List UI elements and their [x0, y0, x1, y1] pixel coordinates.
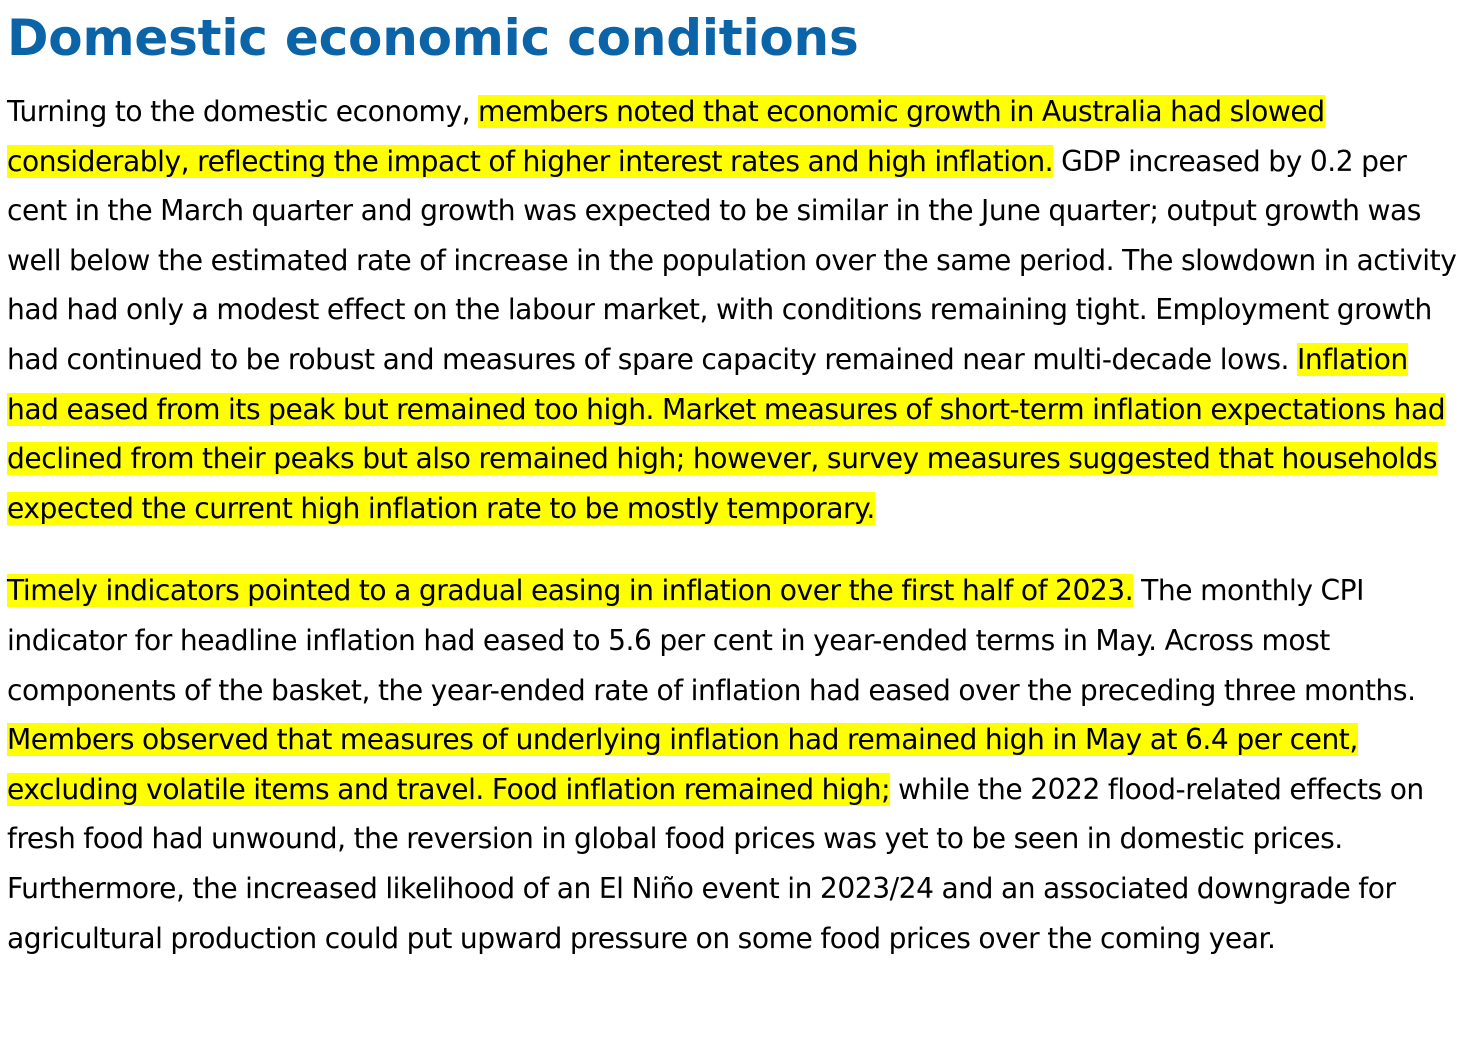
section-heading: Domestic economic conditions — [7, 9, 859, 67]
paragraph-text: The monthly CPI indicator for headline inflation had eased to 5.6 per cent in year-ended terms in May. Across most components of the basket, the year-ended rate of inflation had eased over the preceding three months. — [7, 574, 1416, 707]
document-page — [7, 0, 1459, 963]
paragraph-text: while the 2022 flood-related effects on fresh food had unwound, the reversion in global food prices was yet to be seen in domestic prices. Furthermore, the increased likelihood of an El Niño event in 2023/24 and an associated downgrade for agricultural production could put upward pressure on some food prices over the coming year. — [7, 772, 1424, 955]
paragraph-text: GDP increased by 0.2 per cent in the March quarter and growth was expected to be similar in the June quarter; output growth was well below the estimated rate of increase in the population over the same period. The slowdown in activity had had only a modest effect on the labour market, with conditions remaining tight. Employment growth had continued to be robust and measures of spare capacity remained near multi-decade lows. — [7, 144, 1457, 376]
highlighted-text: members noted that economic growth in Australia had slowed considerably, reflecting the impact of higher interest rates and high inflation. — [7, 95, 1325, 178]
paragraph-inflation-indicators — [7, 566, 1459, 963]
highlighted-text: Timely indicators pointed to a gradual easing in inflation over the first half of 2023. — [7, 574, 1134, 608]
highlighted-text: Inflation had eased from its peak but remained too high. Market measures of short-term inflation expectations had declined from their peaks but also remained high; however, survey measures suggested that households expected the current high inflation rate to be mostly temporary. — [7, 342, 1446, 525]
paragraph-domestic-economy — [7, 87, 1459, 533]
highlighted-text: Members observed that measures of underlying inflation had remained high in May at 6.4 per cent, excluding volatile items and travel. Food inflation remained high; — [7, 723, 1358, 806]
paragraph-text: Turning to the domestic economy, — [7, 95, 479, 128]
